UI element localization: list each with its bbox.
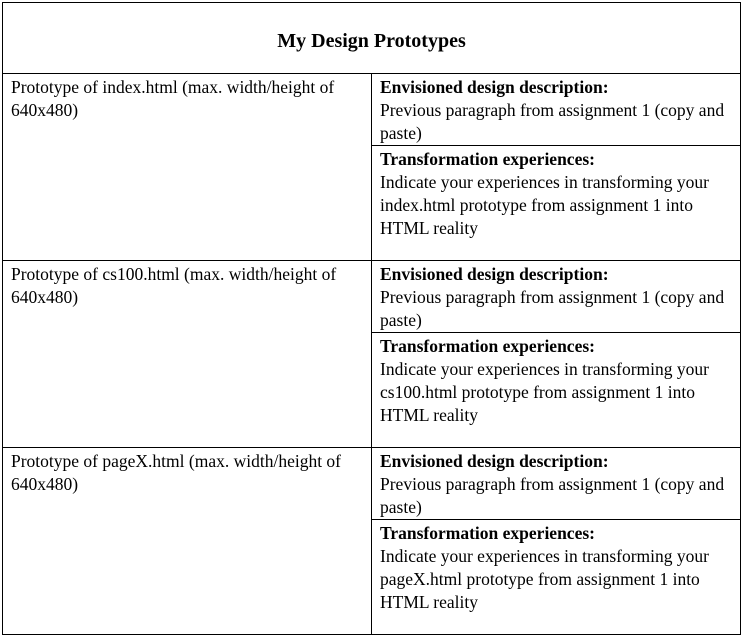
table-row xyxy=(3,261,741,333)
envisioned-heading: Envisioned design description: xyxy=(380,451,609,471)
transformation-text: Indicate your experiences in transforming your index.html prototype from assignment 1 into HTML reality xyxy=(380,172,709,238)
transformation-cell xyxy=(372,520,741,635)
table-row xyxy=(3,448,741,520)
transformation-text: Indicate your experiences in transforming your pageX.html prototype from assignment 1 into HTML reality xyxy=(380,546,709,612)
prototype-label: Prototype of pageX.html (max. width/height of 640x480) xyxy=(11,451,342,494)
table-title: My Design Prototypes xyxy=(277,29,466,52)
title-row xyxy=(3,3,741,74)
prototype-label: Prototype of cs100.html (max. width/height of 640x480) xyxy=(11,264,337,307)
envisioned-cell xyxy=(372,74,741,146)
transformation-cell xyxy=(372,333,741,448)
envisioned-text: Previous paragraph from assignment 1 (copy and paste) xyxy=(380,100,725,143)
envisioned-cell xyxy=(372,261,741,333)
table-row xyxy=(3,74,741,146)
table-title-cell xyxy=(3,3,741,74)
prototype-cell-cs100 xyxy=(3,261,372,448)
envisioned-heading: Envisioned design description: xyxy=(380,264,609,284)
envisioned-heading: Envisioned design description: xyxy=(380,77,609,97)
prototype-label: Prototype of index.html (max. width/height of 640x480) xyxy=(11,77,335,120)
transformation-cell xyxy=(372,146,741,261)
envisioned-cell xyxy=(372,448,741,520)
transformation-text: Indicate your experiences in transforming your cs100.html prototype from assignment 1 into HTML reality xyxy=(380,359,709,425)
transformation-heading: Transformation experiences: xyxy=(380,149,595,169)
envisioned-text: Previous paragraph from assignment 1 (copy and paste) xyxy=(380,474,725,517)
transformation-heading: Transformation experiences: xyxy=(380,336,595,356)
prototypes-table xyxy=(2,2,741,635)
prototype-cell-index xyxy=(3,74,372,261)
transformation-heading: Transformation experiences: xyxy=(380,523,595,543)
envisioned-text: Previous paragraph from assignment 1 (copy and paste) xyxy=(380,287,725,330)
prototype-cell-pagex xyxy=(3,448,372,635)
